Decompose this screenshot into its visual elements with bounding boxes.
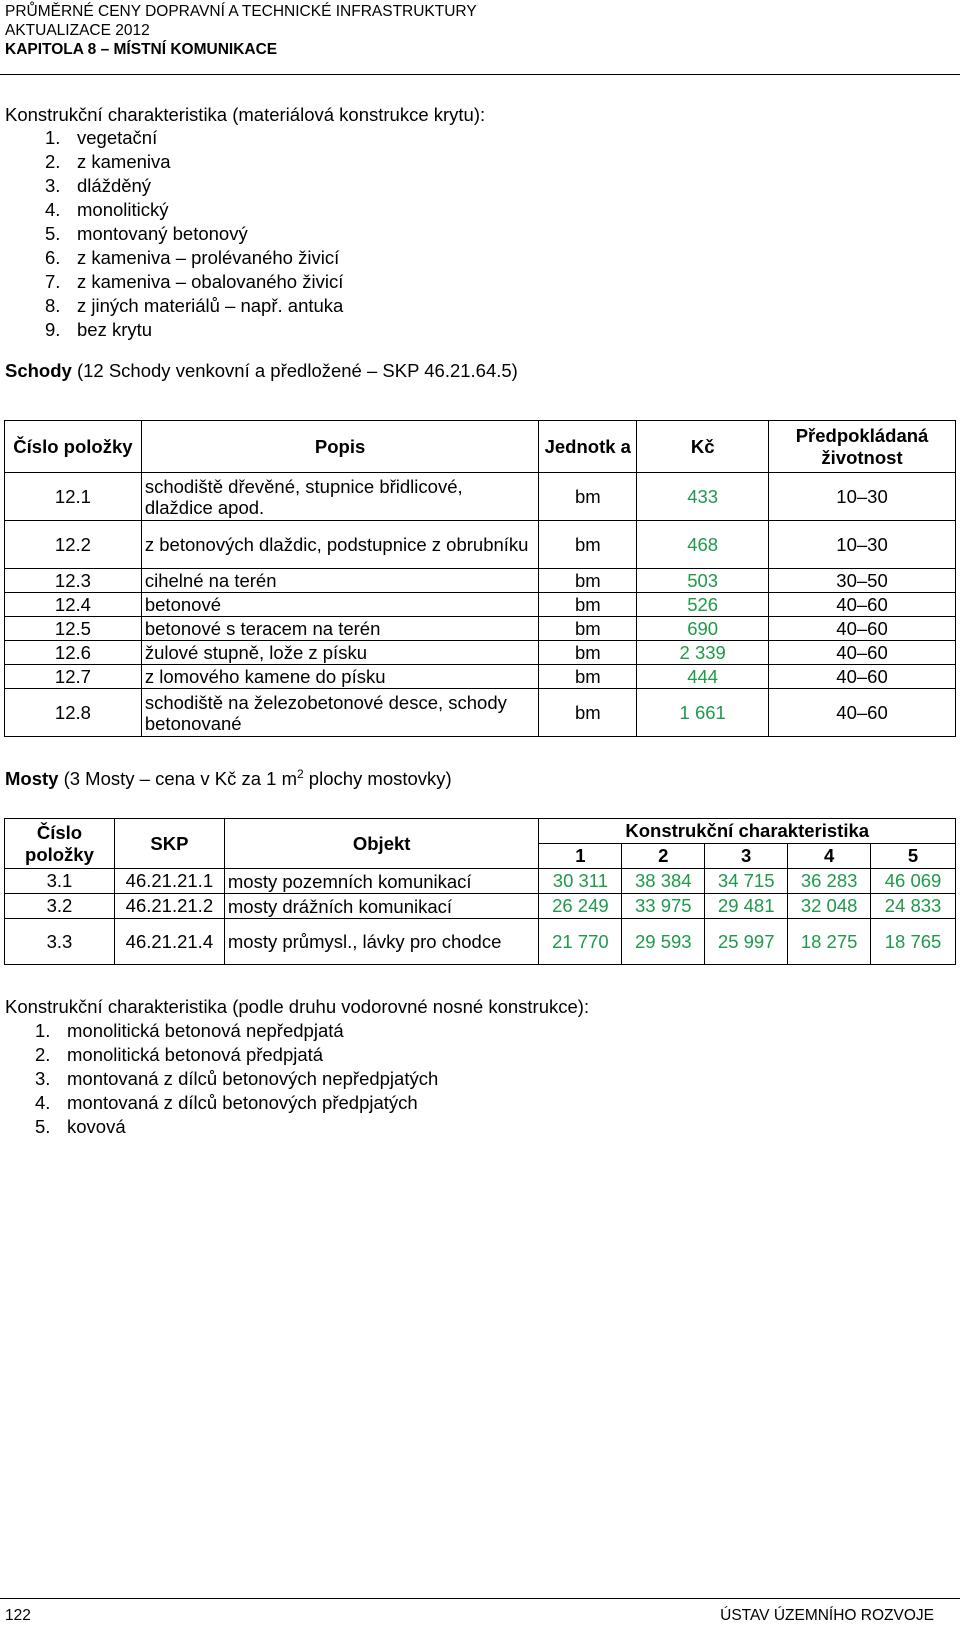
list-item — [35, 1019, 438, 1043]
mosty-header-col-1: 1 — [539, 844, 622, 869]
cell-kc: 433 — [637, 473, 769, 521]
table-row — [5, 593, 956, 617]
page-header — [5, 2, 477, 59]
header-popis: Popis — [141, 421, 538, 473]
cell-cislo: 12.6 — [5, 641, 142, 665]
list-item-text: z kameniva – obalovaného živicí — [77, 271, 344, 292]
cell-skp: 46.21.21.2 — [114, 894, 224, 919]
mosty-title-sup: 2 — [296, 767, 304, 781]
cell-jednotka: bm — [539, 521, 637, 569]
table-row — [5, 665, 956, 689]
footer-organization: ÚSTAV ÚZEMNÍHO ROZVOJE — [720, 1607, 934, 1624]
list-item-text: bez krytu — [77, 319, 153, 340]
list-item-text: monolitická betonová předpjatá — [67, 1044, 324, 1065]
mosty-header-col-2: 2 — [622, 844, 705, 869]
schody-title — [5, 360, 518, 382]
mosty-header-col-5: 5 — [871, 844, 956, 869]
mosty-table — [4, 818, 956, 965]
cell-popis: schodiště na železobetonové desce, schody betonované — [141, 689, 538, 737]
cell-cislo: 12.4 — [5, 593, 142, 617]
list-item-number: 9. — [45, 319, 61, 340]
list-item — [45, 246, 343, 270]
list-item — [35, 1043, 438, 1067]
cell-cislo: 3.1 — [5, 869, 115, 894]
cell-cislo: 12.2 — [5, 521, 142, 569]
bridge-structure-list — [35, 1019, 438, 1139]
list-item-text: z jiných materiálů – např. antuka — [77, 295, 344, 316]
cell-value-4: 32 048 — [788, 894, 871, 919]
mosty-header-col-4: 4 — [788, 844, 871, 869]
header-chapter: KAPITOLA 8 – MÍSTNÍ KOMUNIKACE — [5, 41, 278, 58]
cell-value-1: 26 249 — [539, 894, 622, 919]
cell-zivotnost: 10–30 — [769, 521, 956, 569]
cell-kc: 690 — [637, 617, 769, 641]
header-jednotka: Jednotk a — [539, 421, 637, 473]
cell-jednotka: bm — [539, 665, 637, 689]
table-row — [5, 689, 956, 737]
list-item-text: montovaná z dílců betonových předpjatých — [67, 1092, 418, 1113]
header-divider — [0, 74, 960, 75]
cell-value-3: 25 997 — [705, 919, 788, 965]
cell-cislo: 12.8 — [5, 689, 142, 737]
cell-value-2: 29 593 — [622, 919, 705, 965]
list-item-text: montovaný betonový — [77, 223, 248, 244]
cell-jednotka: bm — [539, 569, 637, 593]
table-row — [5, 569, 956, 593]
cell-kc: 1 661 — [637, 689, 769, 737]
list-item — [45, 222, 343, 246]
cell-value-5: 18 765 — [871, 919, 956, 965]
table-row — [5, 641, 956, 665]
list-item-number: 8. — [45, 295, 61, 316]
list-item-number: 3. — [45, 175, 61, 196]
section1-intro: Konstrukční charakteristika (materiálová konstrukce krytu): — [5, 104, 486, 125]
header-zivotnost: Předpokládaná životnost — [769, 421, 956, 473]
list-item — [35, 1115, 438, 1139]
list-item-text: vegetační — [77, 127, 158, 148]
cell-value-2: 38 384 — [622, 869, 705, 894]
table-row — [5, 869, 956, 894]
list-item-number: 5. — [35, 1116, 51, 1137]
table-row — [5, 919, 956, 965]
cell-skp: 46.21.21.4 — [114, 919, 224, 965]
mosty-header-row-1 — [5, 819, 956, 844]
cell-value-5: 46 069 — [871, 869, 956, 894]
list-item-number: 2. — [35, 1044, 51, 1065]
mosty-title-bold: Mosty — [5, 768, 59, 790]
list-item-text: z kameniva — [77, 151, 171, 172]
cell-zivotnost: 10–30 — [769, 473, 956, 521]
cell-value-4: 36 283 — [788, 869, 871, 894]
table-row — [5, 617, 956, 641]
schody-table — [4, 420, 956, 737]
cell-zivotnost: 40–60 — [769, 689, 956, 737]
list-item-text: monolitický — [77, 199, 169, 220]
list-item-number: 1. — [35, 1020, 51, 1041]
list-item-text: z kameniva – prolévaného živicí — [77, 247, 340, 268]
cell-jednotka: bm — [539, 641, 637, 665]
schody-header-row — [5, 421, 956, 473]
list-item-number: 7. — [45, 271, 61, 292]
cell-popis: betonové — [141, 593, 538, 617]
cell-cislo: 12.3 — [5, 569, 142, 593]
cell-value-1: 21 770 — [539, 919, 622, 965]
mosty-title — [5, 767, 452, 790]
list-item — [45, 294, 343, 318]
list-item-number: 5. — [45, 223, 61, 244]
schody-title-bold: Schody — [5, 360, 72, 381]
cell-kc: 503 — [637, 569, 769, 593]
cell-objekt: mosty drážních komunikací — [224, 894, 539, 919]
cell-popis: z betonových dlaždic, podstupnice z obrubníku — [141, 521, 538, 569]
list-item-text: dlážděný — [77, 175, 152, 196]
list-item-text: monolitická betonová nepředpjatá — [67, 1020, 344, 1041]
cell-popis: betonové s teracem na terén — [141, 617, 538, 641]
cell-cislo: 12.7 — [5, 665, 142, 689]
cell-popis: schodiště dřevěné, stupnice břidlicové, dlaždice apod. — [141, 473, 538, 521]
header-kc: Kč — [637, 421, 769, 473]
table-row — [5, 521, 956, 569]
table-row — [5, 473, 956, 521]
cell-value-1: 30 311 — [539, 869, 622, 894]
list-item — [45, 270, 343, 294]
header-subtitle: AKTUALIZACE 2012 — [5, 22, 150, 39]
cell-popis: z lomového kamene do písku — [141, 665, 538, 689]
cell-kc: 468 — [637, 521, 769, 569]
cell-kc: 2 339 — [637, 641, 769, 665]
cell-cislo: 3.2 — [5, 894, 115, 919]
mosty-header-col-3: 3 — [705, 844, 788, 869]
cell-cislo: 12.5 — [5, 617, 142, 641]
cell-jednotka: bm — [539, 617, 637, 641]
mosty-title-pre: (3 Mosty – cena v Kč za 1 m — [58, 768, 297, 790]
table-row — [5, 894, 956, 919]
list-item — [45, 126, 343, 150]
list-item-number: 4. — [35, 1092, 51, 1113]
header-title: PRŮMĚRNÉ CENY DOPRAVNÍ A TECHNICKÉ INFRASTRUKTURY — [5, 3, 477, 20]
mosty-title-post: plochy mostovky) — [303, 768, 452, 790]
header-cislo: Číslo položky — [5, 421, 142, 473]
list-item — [45, 198, 343, 222]
cell-popis: žulové stupně, lože z písku — [141, 641, 538, 665]
list-item-text: montovaná z dílců betonových nepředpjatých — [67, 1068, 439, 1089]
list-item — [45, 174, 343, 198]
mosty-header-konstrukcni: Konstrukční charakteristika — [539, 819, 956, 844]
list-item-number: 2. — [45, 151, 61, 172]
cell-value-5: 24 833 — [871, 894, 956, 919]
list-item-number: 6. — [45, 247, 61, 268]
list-item — [45, 150, 343, 174]
cell-popis: cihelné na terén — [141, 569, 538, 593]
cell-kc: 444 — [637, 665, 769, 689]
cell-zivotnost: 40–60 — [769, 665, 956, 689]
schody-title-rest: (12 Schody venkovní a předložené – SKP 46.21.64.5) — [71, 360, 518, 381]
cell-value-3: 34 715 — [705, 869, 788, 894]
list-item-number: 1. — [45, 127, 61, 148]
cell-objekt: mosty pozemních komunikací — [224, 869, 539, 894]
list-item-number: 4. — [45, 199, 61, 220]
cell-cislo: 3.3 — [5, 919, 115, 965]
cell-zivotnost: 40–60 — [769, 593, 956, 617]
page-number: 122 — [5, 1607, 31, 1624]
cell-objekt: mosty průmysl., lávky pro chodce — [224, 919, 539, 965]
list-item-number: 3. — [35, 1068, 51, 1089]
cell-kc: 526 — [637, 593, 769, 617]
cell-skp: 46.21.21.1 — [114, 869, 224, 894]
list-item — [35, 1091, 438, 1115]
list-item-text: kovová — [67, 1116, 126, 1137]
cell-jednotka: bm — [539, 593, 637, 617]
cell-value-2: 33 975 — [622, 894, 705, 919]
list-item — [45, 318, 343, 342]
mosty-header-cislo: Číslo položky — [5, 819, 115, 869]
mosty-header-objekt: Objekt — [224, 819, 539, 869]
list-item — [35, 1067, 438, 1091]
cell-zivotnost: 30–50 — [769, 569, 956, 593]
cell-zivotnost: 40–60 — [769, 617, 956, 641]
surface-type-list — [45, 126, 343, 342]
mosty-header-skp: SKP — [114, 819, 224, 869]
cell-value-4: 18 275 — [788, 919, 871, 965]
footer-divider — [0, 1598, 960, 1599]
cell-jednotka: bm — [539, 689, 637, 737]
cell-cislo: 12.1 — [5, 473, 142, 521]
cell-value-3: 29 481 — [705, 894, 788, 919]
cell-jednotka: bm — [539, 473, 637, 521]
section3-intro: Konstrukční charakteristika (podle druhu vodorovné nosné konstrukce): — [5, 996, 590, 1017]
cell-zivotnost: 40–60 — [769, 641, 956, 665]
